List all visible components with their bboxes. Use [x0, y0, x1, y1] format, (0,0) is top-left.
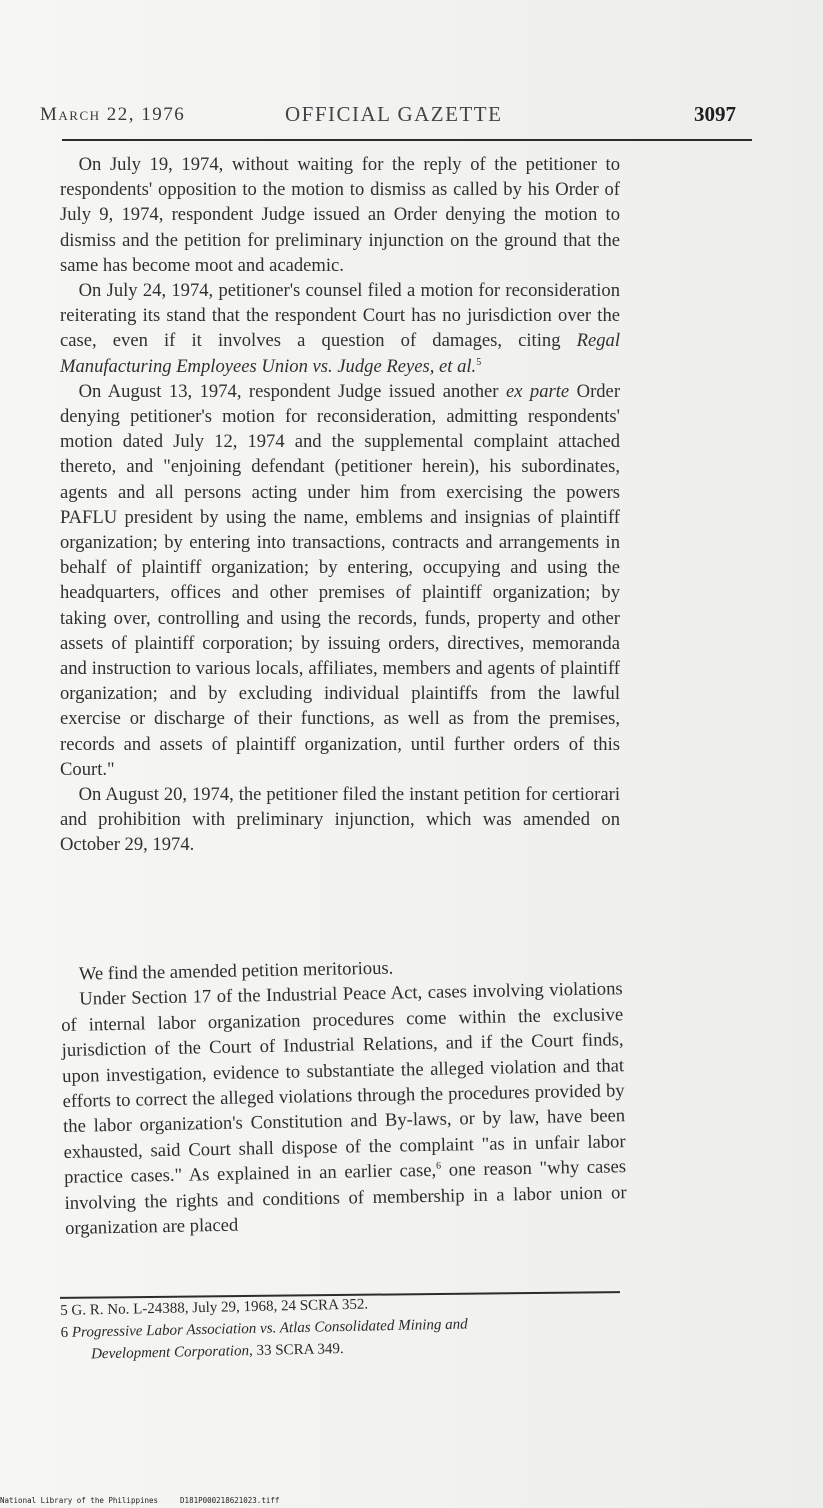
- footer-file: D181P000218621023.tiff: [180, 1496, 280, 1505]
- body-text-lower: [60, 951, 627, 1241]
- footer-library: National Library of the Philippines: [0, 1496, 159, 1505]
- header-date: March 22, 1976: [40, 104, 186, 125]
- header-page-number: 3097: [694, 102, 736, 126]
- paragraph: Under Section 17 of the Industrial Peace Act, cases involving violations of internal labor organization procedures come within the exclusive jurisdiction of the Court of Industrial Relations, and if the Court finds, upon investigation, evidence to substantiate the alleged violation and that efforts to correct the alleged violations through the procedures provided by the labor organization's Constitution and By-laws, or by law, have been exhausted, said Court shall dispose of the complaint "as in unfair labor practice cases." As explained in an earlier case,$^6$ one reason "why cases involving the rights and conditions of membership in a labor union or organization are placed: [61, 978, 627, 1240]
- body-text: [60, 152, 620, 858]
- paragraph: On August 20, 1974, the petitioner filed the instant petition for certiorari and prohibition with preliminary injunction, which was amended on October 29, 1974.: [60, 784, 620, 856]
- paragraph: We find the amended petition meritorious.: [78, 957, 394, 985]
- paragraph: On August 13, 1974, respondent Judge issued another ex parte Order denying petitioner's motion for reconsideration, admitting respondents' motion dated July 12, 1974 and the supplemental complaint attached thereto, and "enjoining defendant (petitioner herein), his subordinates, agents and all persons acting under him from exercising the powers PAFLU president by using the name, emblems and insignias of plaintiff organization; by entering into transactions, contracts and arrangements in behalf of plaintiff organization; by entering, occupying and using the headquarters, offices and other premises of plaintiff organization; by taking over, controlling and using the records, funds, property and other assets of plaintiff corporation; by issuing orders, directives, memoranda and instruction to various locals, affiliates, members and agents of plaintiff organization; and by excluding individual plaintiffs from the lawful exercise or discharge of their functions, as well as from the premises, records and assets of plaintiff organization, until further orders of this Court.": [60, 380, 621, 780]
- footnote-5: 5 G. R. No. L-24388, July 29, 1968, 24 SCRA 352.: [60, 1296, 369, 1319]
- footnote-6: 6 Progressive Labor Association vs. Atlas Consolidated Mining and: [60, 1316, 468, 1341]
- header-rule: [62, 139, 752, 141]
- footnote-6-continued: Development Corporation, 33 SCRA 349.: [90, 1341, 344, 1363]
- paragraph: On July 19, 1974, without waiting for the reply of the petitioner to respondents' opposition to the motion to dismiss as called by his Order of July 9, 1974, respondent Judge issued an Order denying the motion to dismiss and the petition for preliminary injunction on the ground that the same has become moot and academic.: [60, 154, 620, 276]
- paragraph: On July 24, 1974, petitioner's counsel filed a motion for reconsideration reiterating its stand that the respondent Court has no jurisdiction over the case, even if it involves a question of damages, citing Regal Manufacturing Employees Union vs. Judge Reyes, et al.$^5$: [60, 280, 620, 377]
- footnotes: [60, 1288, 631, 1366]
- page-header: [40, 100, 740, 130]
- scan-footer: [0, 1494, 300, 1508]
- header-title: OFFICIAL GAZETTE: [285, 102, 503, 126]
